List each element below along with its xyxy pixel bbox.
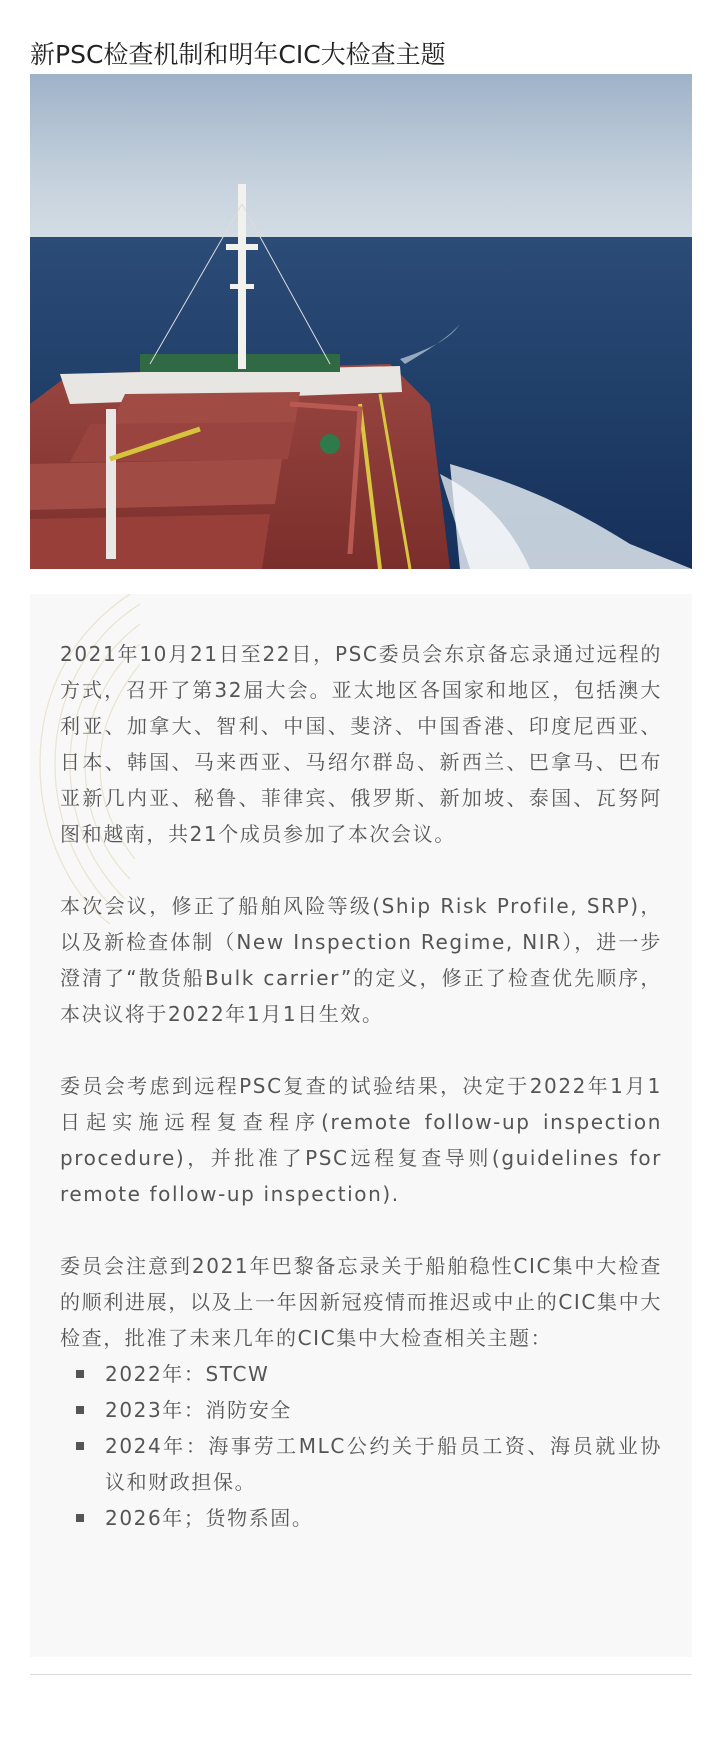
square-bullet-icon xyxy=(76,1442,84,1450)
article-title: 新PSC检查机制和明年CIC大检查主题 xyxy=(30,40,446,69)
divider xyxy=(30,1674,692,1675)
paragraph-srp-nir: 本次会议，修正了船舶风险等级(Ship Risk Profile, SRP)，以及新检查体制（New Inspection Regime, NIR），进一步澄清了“散货船Bulk carrier”的定义，修正了检查优先顺序，本决议将于2022年1月1日生效。 xyxy=(60,894,662,1026)
article-page xyxy=(30,0,692,1675)
list-item-text: 2022年：STCW xyxy=(105,1362,270,1386)
article-body-card xyxy=(30,594,692,1657)
list-item xyxy=(76,1500,662,1536)
list-item xyxy=(76,1356,662,1392)
hero-ship-photo xyxy=(30,74,692,569)
list-item xyxy=(76,1392,662,1428)
cic-theme-list xyxy=(60,1356,662,1536)
list-item-text: 2026年；货物系固。 xyxy=(105,1506,314,1530)
square-bullet-icon xyxy=(76,1514,84,1522)
paragraph-remote-inspection: 委员会考虑到远程PSC复查的试验结果，决定于2022年1月1日起实施远程复查程序(remote follow-up inspection procedure)，并批准了PSC远程复查导则(guidelines for remote follow-up inspection). xyxy=(60,1074,662,1206)
paragraph-meeting: 2021年10月21日至22日，PSC委员会东京备忘录通过远程的方式，召开了第32届大会。亚太地区各国家和地区，包括澳大利亚、加拿大、智利、中国、斐济、中国香港、印度尼西亚、日本、韩国、马来西亚、马绍尔群岛、新西兰、巴拿马、巴布亚新几内亚、秘鲁、菲律宾、俄罗斯、新加坡、泰国、瓦努阿图和越南，共21个成员参加了本次会议。 xyxy=(60,642,662,846)
square-bullet-icon xyxy=(76,1406,84,1414)
list-item-text: 2023年：消防安全 xyxy=(105,1398,292,1422)
list-item-text: 2024年：海事劳工MLC公约关于船员工资、海员就业协议和财政担保。 xyxy=(105,1434,662,1494)
square-bullet-icon xyxy=(76,1370,84,1378)
paragraph-cic-themes: 委员会注意到2021年巴黎备忘录关于船舶稳性CIC集中大检查的顺利进展，以及上一年因新冠疫情而推迟或中止的CIC集中大检查，批准了未来几年的CIC集中大检查相关主题： xyxy=(60,1254,662,1350)
list-item xyxy=(76,1428,662,1500)
